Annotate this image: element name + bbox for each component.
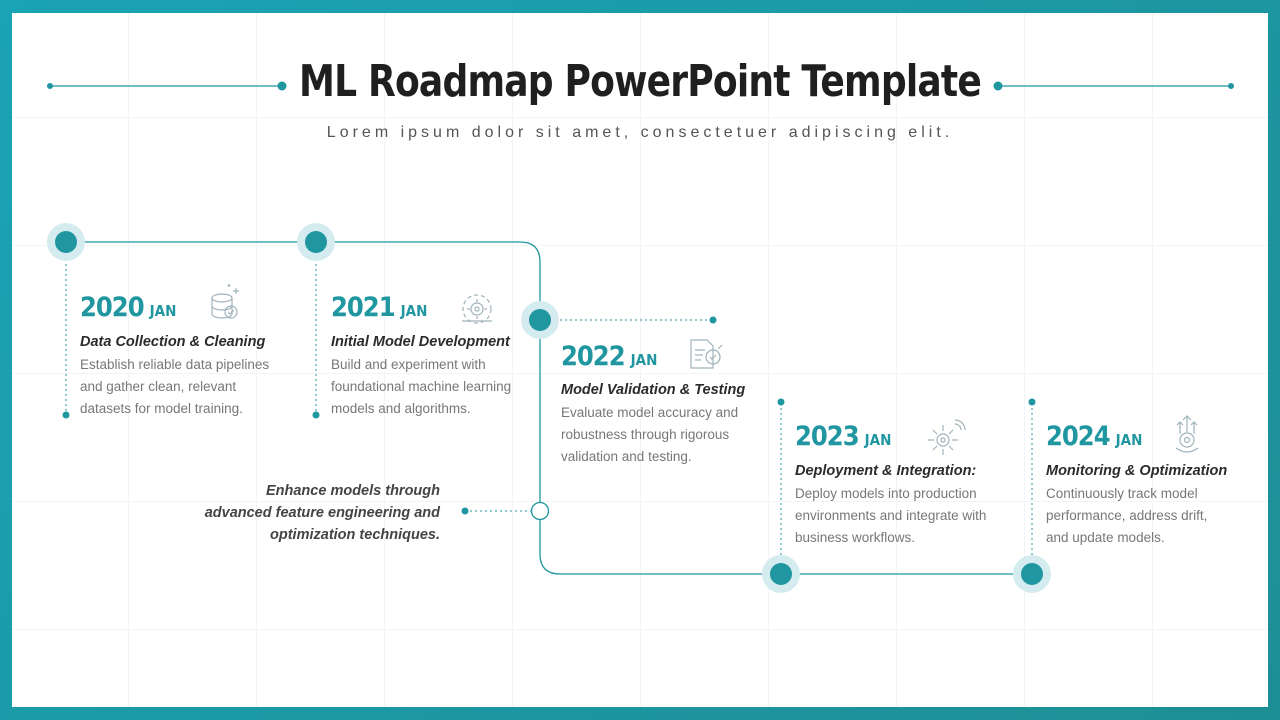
milestone-month: JAN <box>630 351 658 369</box>
milestone-year: 2022 <box>561 341 625 372</box>
milestone-2023-date <box>795 421 891 452</box>
gear-cycle-icon <box>462 295 492 323</box>
timeline-note: Enhance models through advanced feature engineering and optimization techniques. <box>204 483 440 543</box>
milestone-month: JAN <box>149 302 177 320</box>
milestone-year: 2023 <box>795 421 859 452</box>
milestone-2024-date <box>1046 421 1142 452</box>
milestone-2024-description: Continuously track model performance, address drift, and update models. <box>1046 486 1208 545</box>
milestone-2020-date <box>80 292 176 323</box>
milestone-2022-description: Evaluate model accuracy and robustness through rigorous validation and testing. <box>561 405 739 464</box>
node-2021 <box>297 223 335 261</box>
title-right-rule <box>994 82 1234 90</box>
milestone-2020-title: Data Collection & Cleaning <box>80 334 266 350</box>
optimization-arrows-icon <box>1176 416 1198 452</box>
node-2020 <box>47 223 85 261</box>
node-2024 <box>1013 555 1051 593</box>
page-subtitle: Lorem ipsum dolor sit amet, consectetuer adipiscing elit. <box>326 124 954 141</box>
milestone-year: 2021 <box>331 292 395 323</box>
milestone-year: 2020 <box>80 292 144 323</box>
milestone-month: JAN <box>864 431 892 449</box>
node-2022 <box>521 301 559 339</box>
document-check-icon <box>691 340 722 368</box>
milestone-2020-description: Establish reliable data pipelines and gather clean, relevant datasets for model training. <box>80 357 270 416</box>
milestone-2023-description: Deploy models into production environments and integrate with business workflows. <box>795 486 987 545</box>
milestone-2022-title: Model Validation & Testing <box>561 382 746 398</box>
milestone-2021-description: Build and experiment with foundational machine learning models and algorithms. <box>331 357 512 416</box>
node-2023 <box>762 555 800 593</box>
database-sparkle-icon <box>212 284 239 318</box>
milestone-month: JAN <box>1115 431 1143 449</box>
milestone-2023-title: Deployment & Integration: <box>795 463 977 479</box>
page-title: ML Roadmap PowerPoint Template <box>298 56 981 107</box>
milestone-2024-title: Monitoring & Optimization <box>1046 463 1228 479</box>
milestone-month: JAN <box>400 302 428 320</box>
milestone-2021-date <box>331 292 427 323</box>
network-deploy-icon <box>928 420 965 455</box>
milestone-2021-title: Initial Model Development <box>331 334 510 350</box>
milestone-year: 2024 <box>1046 421 1110 452</box>
node-note <box>532 503 549 520</box>
milestone-2022-date <box>561 341 657 372</box>
title-left-rule <box>48 82 287 90</box>
